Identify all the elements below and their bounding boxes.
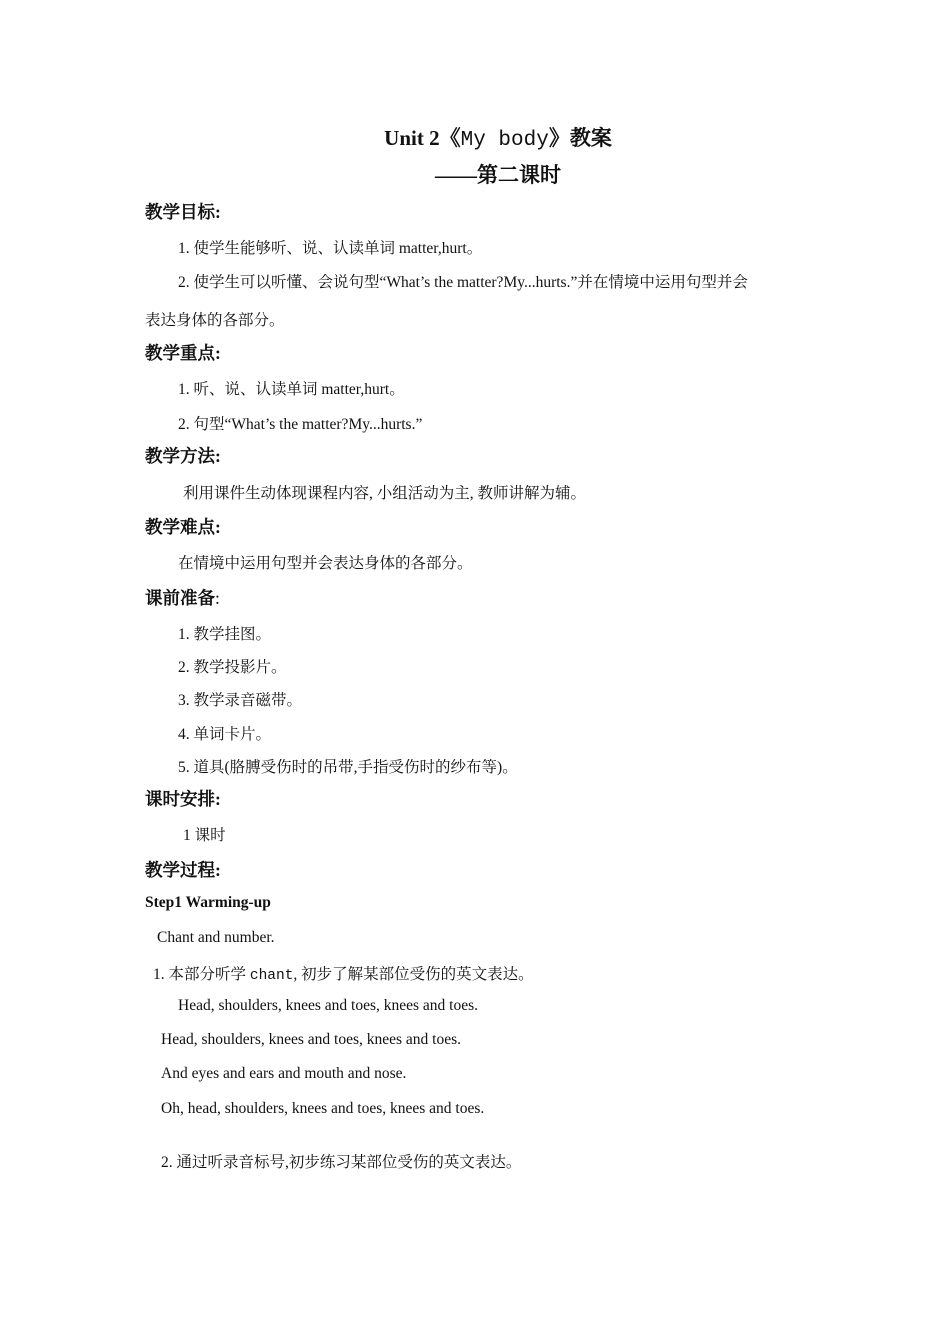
title-part-2: My body: [460, 129, 549, 152]
process-item-1: [153, 962, 534, 984]
title-part-1: Unit 2《: [384, 126, 461, 150]
goals-item-2-cont: 表达身体的各部分。: [145, 312, 285, 329]
title-part-3: 》教案: [548, 126, 612, 150]
key-points-item-1: 1. 听、说、认读单词 matter,hurt。: [178, 381, 405, 398]
preparation-item-4: 4. 单词卡片。: [178, 726, 272, 743]
methods-heading: 教学方法:: [145, 446, 221, 466]
chant-intro: Chant and number.: [157, 929, 275, 946]
preparation-item-3: 3. 教学录音磁带。: [178, 692, 303, 709]
goals-item-2: 2. 使学生可以听懂、会说句型“What’s the matter?My...hurts.”并在情境中运用句型并会: [178, 274, 748, 291]
preparation-item-1: 1. 教学挂图。: [178, 626, 272, 643]
preparation-heading: [145, 585, 220, 610]
schedule-heading: 课时安排:: [145, 789, 221, 809]
difficulties-item-1: 在情境中运用句型并会表达身体的各部分。: [178, 555, 473, 572]
goals-heading: 教学目标:: [145, 202, 221, 222]
preparation-item-2: 2. 教学投影片。: [178, 659, 287, 676]
process-heading: 教学过程:: [145, 860, 221, 880]
step1-heading: Step1 Warming-up: [145, 894, 271, 911]
chant-line-4: Oh, head, shoulders, knees and toes, knees and toes.: [161, 1100, 485, 1117]
preparation-heading-colon: :: [215, 588, 220, 608]
goals-item-1: 1. 使学生能够听、说、认读单词 matter,hurt。: [178, 240, 483, 257]
preparation-heading-text: 课前准备: [145, 588, 215, 608]
difficulties-heading: 教学难点:: [145, 517, 221, 537]
chant-line-3: And eyes and ears and mouth and nose.: [161, 1065, 407, 1082]
chant-line-2: Head, shoulders, knees and toes, knees and toes.: [161, 1031, 462, 1048]
process-item-1-pre: 1. 本部分听学: [153, 966, 250, 983]
schedule-item-1: 1 课时: [183, 827, 226, 844]
key-points-heading: 教学重点:: [145, 343, 221, 363]
process-item-1-code: chant: [249, 968, 294, 984]
document-title: [0, 122, 950, 152]
key-points-item-2: 2. 句型“What’s the matter?My...hurts.”: [178, 416, 423, 433]
preparation-item-5: 5. 道具(胳膊受伤时的吊带,手指受伤时的纱布等)。: [178, 759, 518, 776]
chant-line-1: Head, shoulders, knees and toes, knees and toes.: [178, 997, 479, 1014]
methods-item-1: 利用课件生动体现课程内容, 小组活动为主, 教师讲解为辅。: [183, 485, 587, 502]
process-item-2: 2. 通过听录音标号,初步练习某部位受伤的英文表达。: [161, 1154, 522, 1171]
process-item-1-post: , 初步了解某部位受伤的英文表达。: [293, 966, 534, 983]
document-subtitle: ——第二课时: [435, 163, 561, 187]
